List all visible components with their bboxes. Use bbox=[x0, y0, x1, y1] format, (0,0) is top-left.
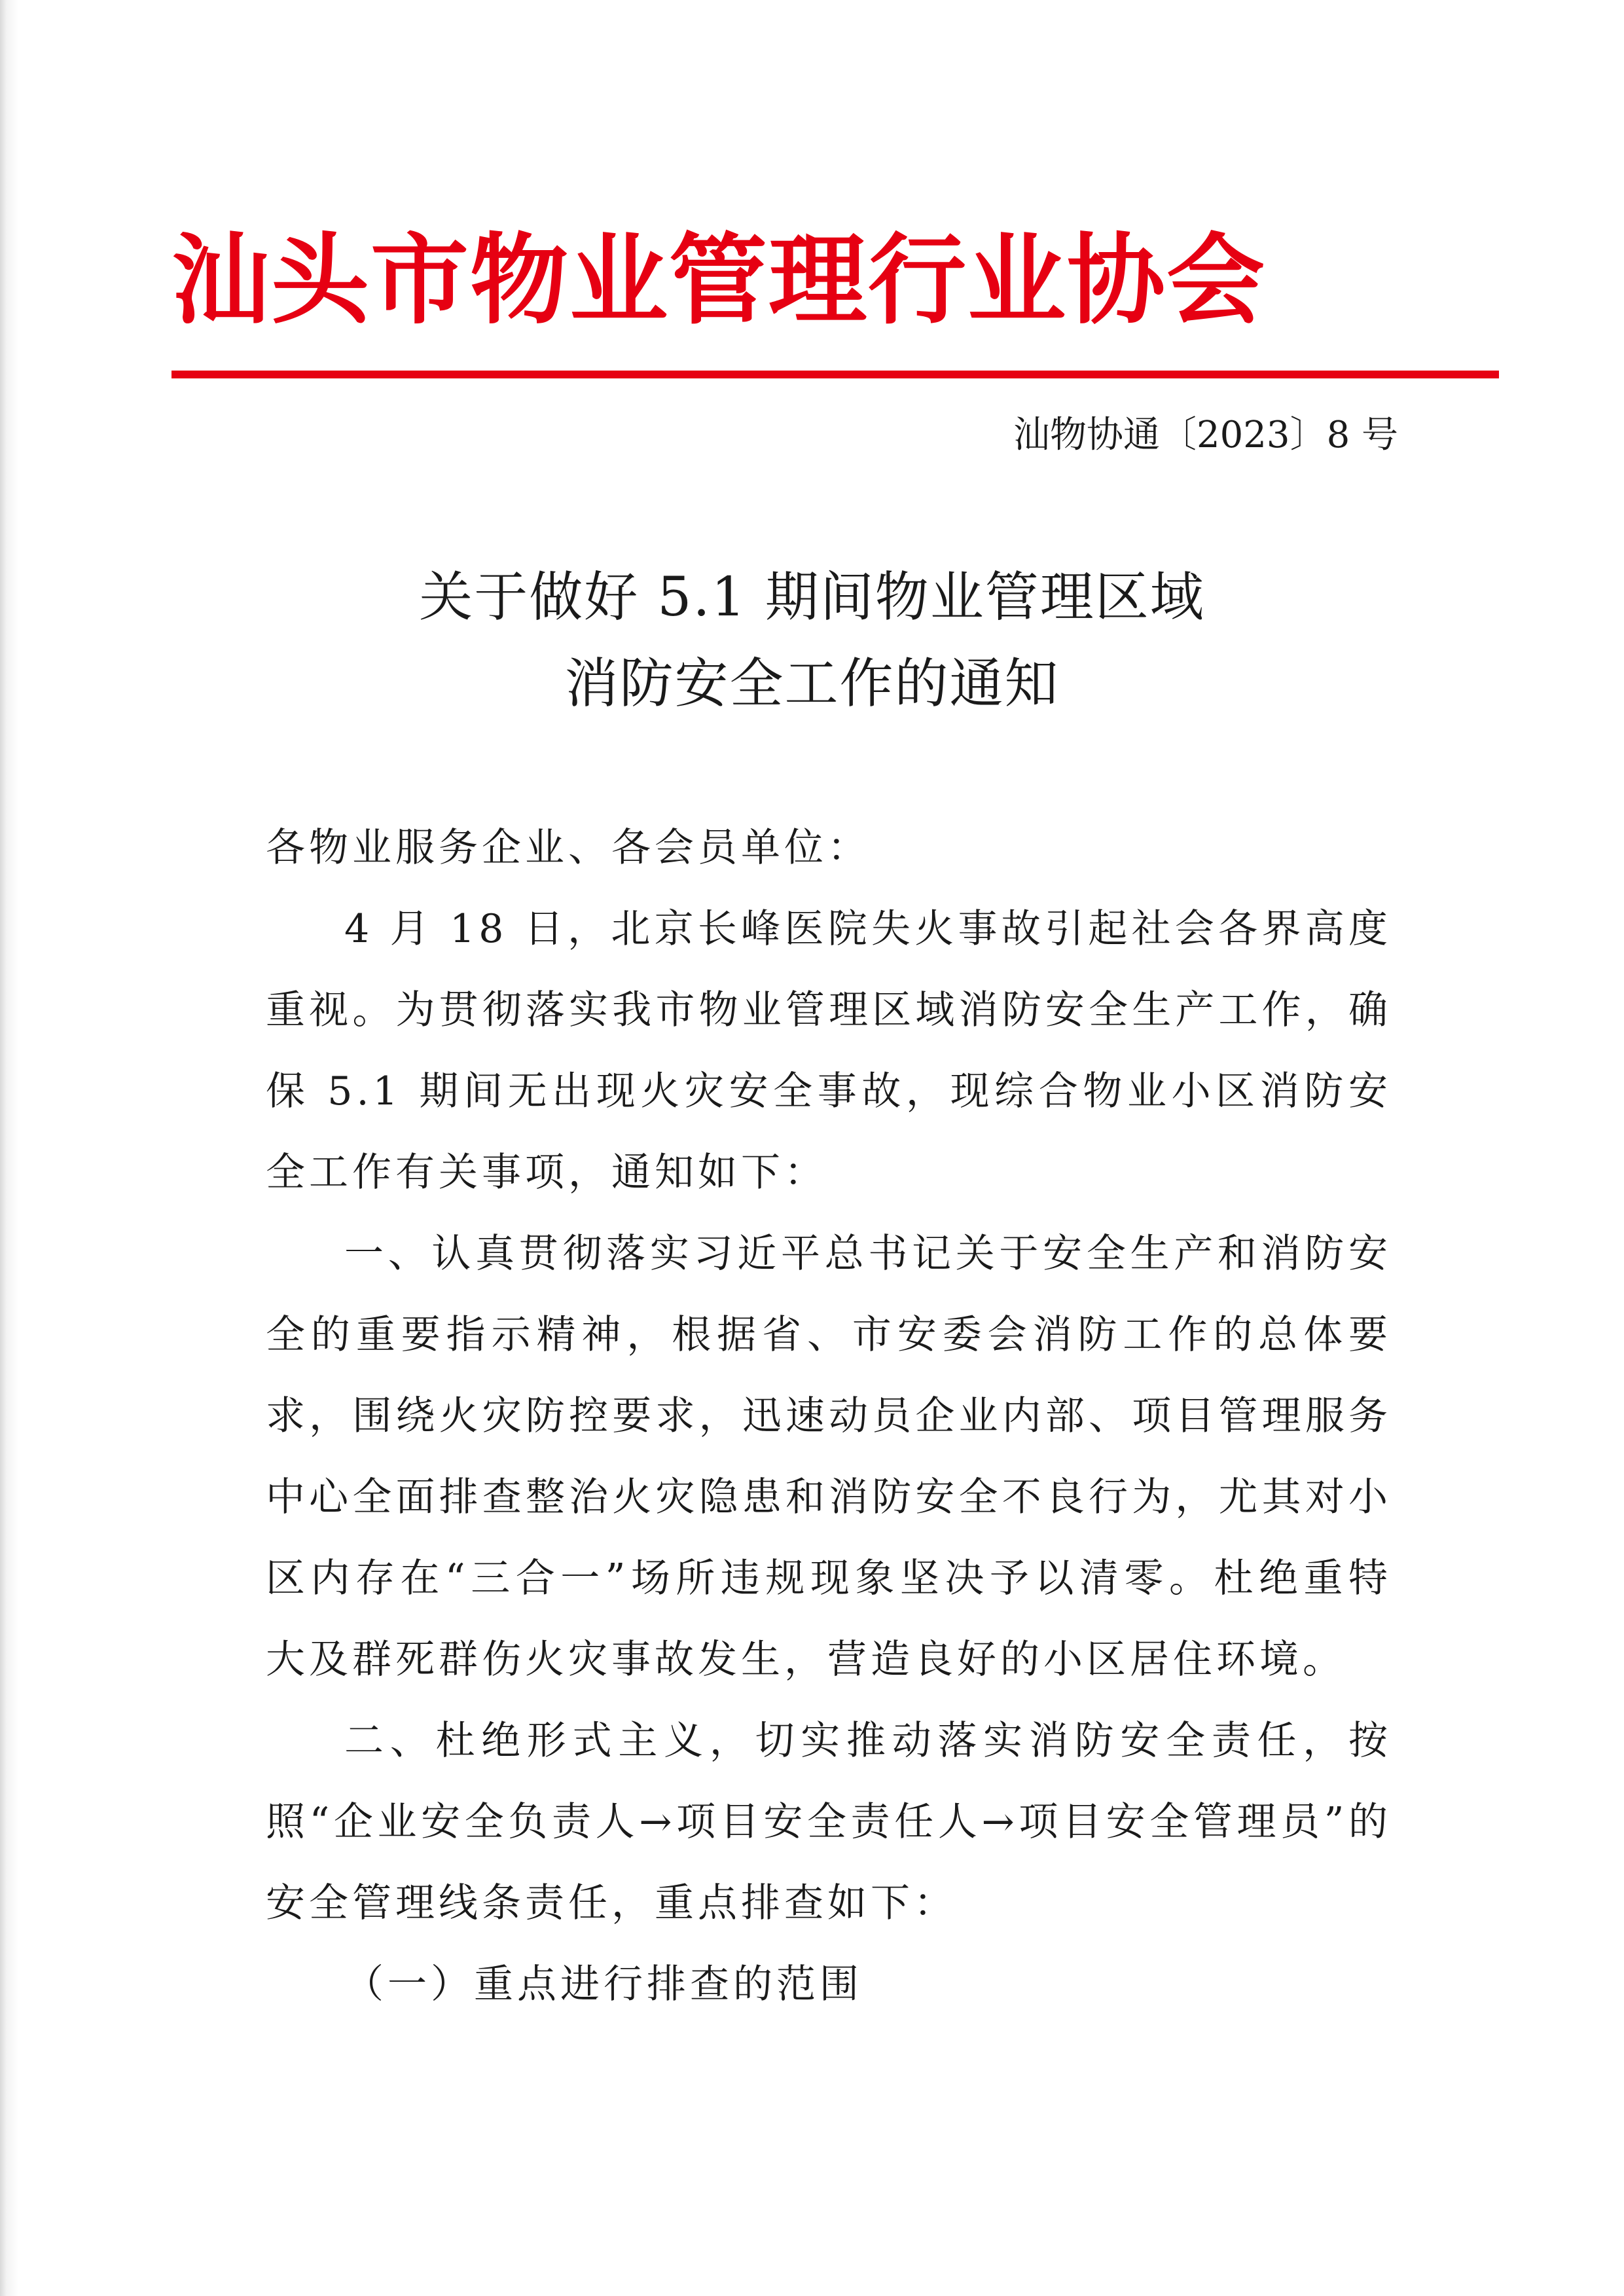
red-header-rule bbox=[171, 371, 1499, 378]
paragraph-item-1: 一、认真贯彻落实习近平总书记关于安全生产和消防安全的重要指示精神，根据省、市安委会消防工作的总体要求，围绕火灾防控要求，迅速动员企业内部、项目管理服务中心全面排查整治火灾隐患和消防安全不良行为，尤其对小区内存在“三合一”场所违规现象坚决予以清零。杜绝重特大及群死群伤火灾事故发生，营造良好的小区居住环境。 bbox=[266, 1231, 1392, 1683]
salutation: 各物业服务企业、各会员单位： bbox=[266, 825, 871, 871]
scan-edge bbox=[0, 0, 18, 2296]
document-number: 汕物协通〔2023〕8 号 bbox=[1013, 414, 1398, 456]
notice-title-line-2: 消防安全工作的通知 bbox=[564, 653, 1060, 715]
notice-title-line-1: 关于做好 5.1 期间物业管理区域 bbox=[419, 566, 1205, 629]
paragraph-subheading: （一）重点进行排查的范围 bbox=[344, 1961, 863, 2007]
organization-name: 汕头市物业管理行业协会 bbox=[171, 223, 1267, 338]
paragraph-item-2: 二、杜绝形式主义，切实推动落实消防安全责任，按照“企业安全负责人→项目安全责任人→项目安全管理员”的安全管理线条责任，重点排查如下： bbox=[266, 1718, 1392, 1926]
paragraph-intro: 4 月 18 日，北京长峰医院失火事故引起社会各界高度重视。为贯彻落实我市物业管理区域消防安全生产工作，确保 5.1 期间无出现火灾安全事故，现综合物业小区消防安全工作有关事项，通知如下： bbox=[266, 906, 1392, 1195]
